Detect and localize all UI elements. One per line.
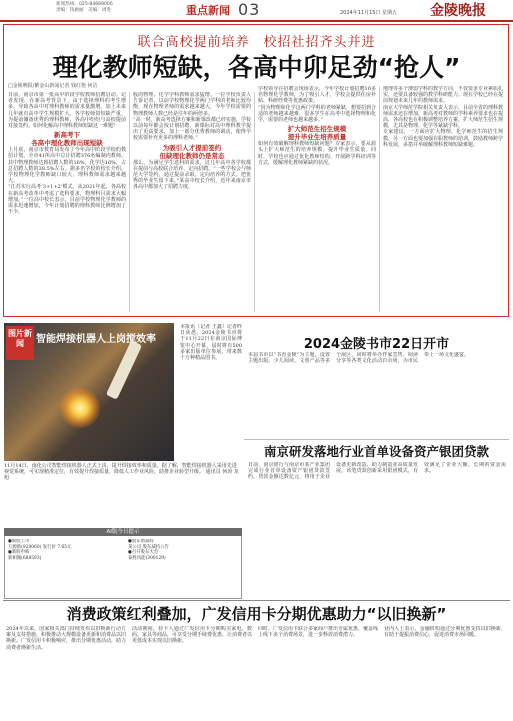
feature-column-1 xyxy=(8,92,126,314)
feature-paragraph: 地理等多个薄弱学科的教学方向，不仅要求专业素质扎实，还要具备较强的教学科研能力。现在学校已经在提前规划未来几年的教师需求。 xyxy=(383,86,503,105)
feature-paragraph: 学校领导在招聘会现场表示，今年学校计划招聘10多名物理化学教师，为了吸引人才，学校会提供住房补贴、科研经费等优惠政策。 xyxy=(258,86,376,105)
feature-paragraph: 那么，为满足学生选科的需求，这几年高中各学校都在提前与高校联合培养、定向招聘。“一些学校会与师范大学签约，通过提前录取、定向培养的方式，把优秀的毕业生留下来。”某高中校长介绍，近年来南京市各高中都加大了招聘力度。 xyxy=(133,159,251,191)
feature-paragraph: “高一时，新高考选择方案和新课改都已经实施，学校以前每年都会按计划招聘，新课标对高中理科教学提出了更高要求，加上一部分优秀教师的调动，使得学校需要补充更多的理科老师。” xyxy=(133,116,251,142)
feature-paragraph: 如何有效破解理科教师短缺问题？专家表示，要从源头上扩大师范生的培养规模，提升毕业生质量。同时，学校也应通过优化教师结构、开展跨学科培训等方式，缓解理化教师紧缺的状况。 xyxy=(258,141,376,166)
welding-spark xyxy=(60,388,100,428)
section-divider xyxy=(3,600,510,601)
feature-paragraph: 股的物理、化学学科教师需求猛增。一位学校负责人告诉记者，以前学校物理化学两门学科的老师比较均衡，现在物理老师的需求越来越大，今年学校需要的物理教师人数已经是往年的两倍多。 xyxy=(133,92,251,117)
notice-item: ●新股申购 xyxy=(8,550,30,556)
section-title: 重点新闻 xyxy=(186,4,230,17)
market-notice-list xyxy=(8,539,240,597)
library-lead: 本报讯（记者 王鑫）记者昨日获悉，2024金陵书市将于11月22日在南京国际博览中心开幕，届时将有500多家出版单位参展，带来数十万种精品图书。 xyxy=(180,324,242,362)
market-notice-heading: AI版今日提示 xyxy=(4,528,242,536)
photo-news-tag: 图片新闻 xyxy=(6,326,34,360)
header-divider xyxy=(0,20,513,22)
feature-column-4 xyxy=(383,86,503,314)
library-body: 本届书市以“书香金陵”为主题，设置主题出版、少儿阅读、文创产品等多个展区，同时将举办作家签售、阅读分享等各类文化活动百余场，为市民奉上一场文化盛宴。 xyxy=(248,352,470,365)
library-headline: 2024金陵书市22日开市 xyxy=(303,337,450,352)
bottom-headline: 消费政策红利叠加，广发信用卡分期优惠助力“以旧换新” xyxy=(66,605,447,623)
feature-paragraph: 日前，南京市第一批高中阶段学校教师招聘启动。记者发现，在新高考背景下，由于选择理科的考生增多，导致各高中对理科教师的需求量激增。加上未来几年就有高中学生规模扩大，各学校师资短缺严重。为提前储备优秀的理科教师，各高中纷纷与高校提前对接签约。如何化解高中理科教师短缺这一难题？ xyxy=(8,92,126,130)
column-divider xyxy=(379,86,380,312)
feature-column-3 xyxy=(258,86,376,314)
feature-kicker: 联合高校提前培养 校招社招齐头并进 xyxy=(137,35,376,50)
photo-story-title: 智能焊接机器人上岗搅效率 xyxy=(36,334,156,345)
feature-headline: 理化教师短缺，各高中卯足劲“抢人” xyxy=(52,53,461,82)
library-lead-column xyxy=(180,324,242,524)
feature-paragraph: 南京大学师范学院相关负责人表示，目前全省的理科教师需求还在增加，新高考对教师的学科素养要求也在提高，各高校也在积极调整培养方案，扩大师范生招生规模，尤其是物理、化学等紧缺学科。 xyxy=(383,104,503,130)
notice-item: 万源新(920060) 发行价 7.65元 xyxy=(8,544,72,550)
feature-byline: □金陵晚报/紫金山新闻记者 钱红艳 何洁 xyxy=(8,83,98,89)
column-divider xyxy=(129,92,130,312)
feature-paragraph: 上月底，南京市教育局发布了今年高中阶段学校的教招计划，全市41所高中总计招聘376名编制内教师。其中物理教师达到招聘人数的16%，化学达16%，占总招聘人数的38.5%左右。据多名学校的校长介绍，学校物理化学教师缺口较大，理科教师需求越来越大。 xyxy=(8,147,126,185)
subheading: 为吸引人才提前签约 但缺理化教师仍是常态 xyxy=(159,143,225,160)
subheading: 新高考下 各高中理化教师出现短缺 xyxy=(31,131,103,148)
notice-item: ●召开股东大会 xyxy=(128,550,159,556)
bottom-column-3: 同时，广发信用卡联合多家商户推出专属优惠，覆盖线上线下多个消费场景，进一步释放消费潜力。 xyxy=(258,626,378,639)
bottom-column-4: 业内人士表示，金融机构通过分期优惠支持以旧换新，有助于提振消费信心，促进消费市场回暖。 xyxy=(384,626,506,639)
notice-item: 泰胜风能(300129) xyxy=(128,555,166,561)
newspaper-logo: 金陵晚报 xyxy=(430,3,486,19)
notice-item: 某公司 股东减持公告 xyxy=(128,544,169,550)
section-divider xyxy=(244,439,509,440)
feature-paragraph: “江苏实行高考‘3+1+2’模式，从2021年起，各高校在新高考改革中考虑了选科要求，物理科目需求大幅增加。”一位高中校长表示，目前学校物理化学教师的需求迅速增加，今年计划招聘的理科教师比例增加了不少。 xyxy=(8,184,126,216)
rail-body: 日前，南京银行与南京市某产业集团完成行业首单设备资产银团贷款签约，贷款金额达数亿元，将用于企业设备更新改造，助力制造业高质量发展。该笔贷款创新采用银团模式，有效满足了企业大额、长期的资金需求。 xyxy=(248,462,506,481)
issue-date: 2024年11月15日 星期五 xyxy=(340,10,398,16)
photo-credit: 通讯员 何涛 龙旭 xyxy=(4,469,239,482)
photo-caption: 11月14日，南化公司智能焊接机器人正式上岗，提升焊接效率和质量。据了解，智能焊接机器人采用先进视觉系统，可实现精准定位，有效提升焊接质量，降低人工作业风险，助推企业转型升级。 通讯员 何涛 龙旭 xyxy=(4,463,239,482)
subheading: 扩大师范生招生规模 提升毕业生培养质量 xyxy=(287,125,347,142)
notice-item: ●新股上市 xyxy=(8,539,30,544)
header-contact xyxy=(56,2,176,14)
rail-headline: 南京研发落地行业首单设备资产银团贷款 xyxy=(263,444,489,459)
column-divider xyxy=(254,92,255,312)
header-editors: 责编：钱旗丽 美编：周进 xyxy=(56,8,112,13)
feature-paragraph: 专家建议，一方面应扩大物理、化学师范生的招生规模，另一方面也要加强在职教师的培训，鼓励教师跨学科发展，多措并举破解理科教师短缺难题。 xyxy=(383,129,503,148)
bottom-column-2: 活动期间，持卡人通过广发信用卡分期购买家电、数码、家具等商品，可享受分期手续费优惠，让消费者以更低成本实现以旧换新。 xyxy=(132,626,252,645)
notice-item: ●股东增减持 xyxy=(128,539,154,544)
header-hotline: 新闻热线：025-84689006 xyxy=(56,2,113,7)
page-number: 03 xyxy=(238,0,261,19)
notice-item: 新相微(688593) xyxy=(8,555,42,561)
bottom-column-1: 2024年以来，国家相关部门持续发布以旧换新行动方案及支持措施，积极推动大规模设备更新和消费品以旧换新。广发信用卡积极响应，推出分期优惠活动，助力消费者焕新生活。 xyxy=(6,626,126,651)
feature-paragraph: “因为物理和化学这两门学科的老师紧缺，想要招到合适的老师越来越难，很多学生在高考中选择物理和化学，需要的老师也越来越多。” xyxy=(258,104,376,124)
feature-column-2 xyxy=(133,92,251,314)
